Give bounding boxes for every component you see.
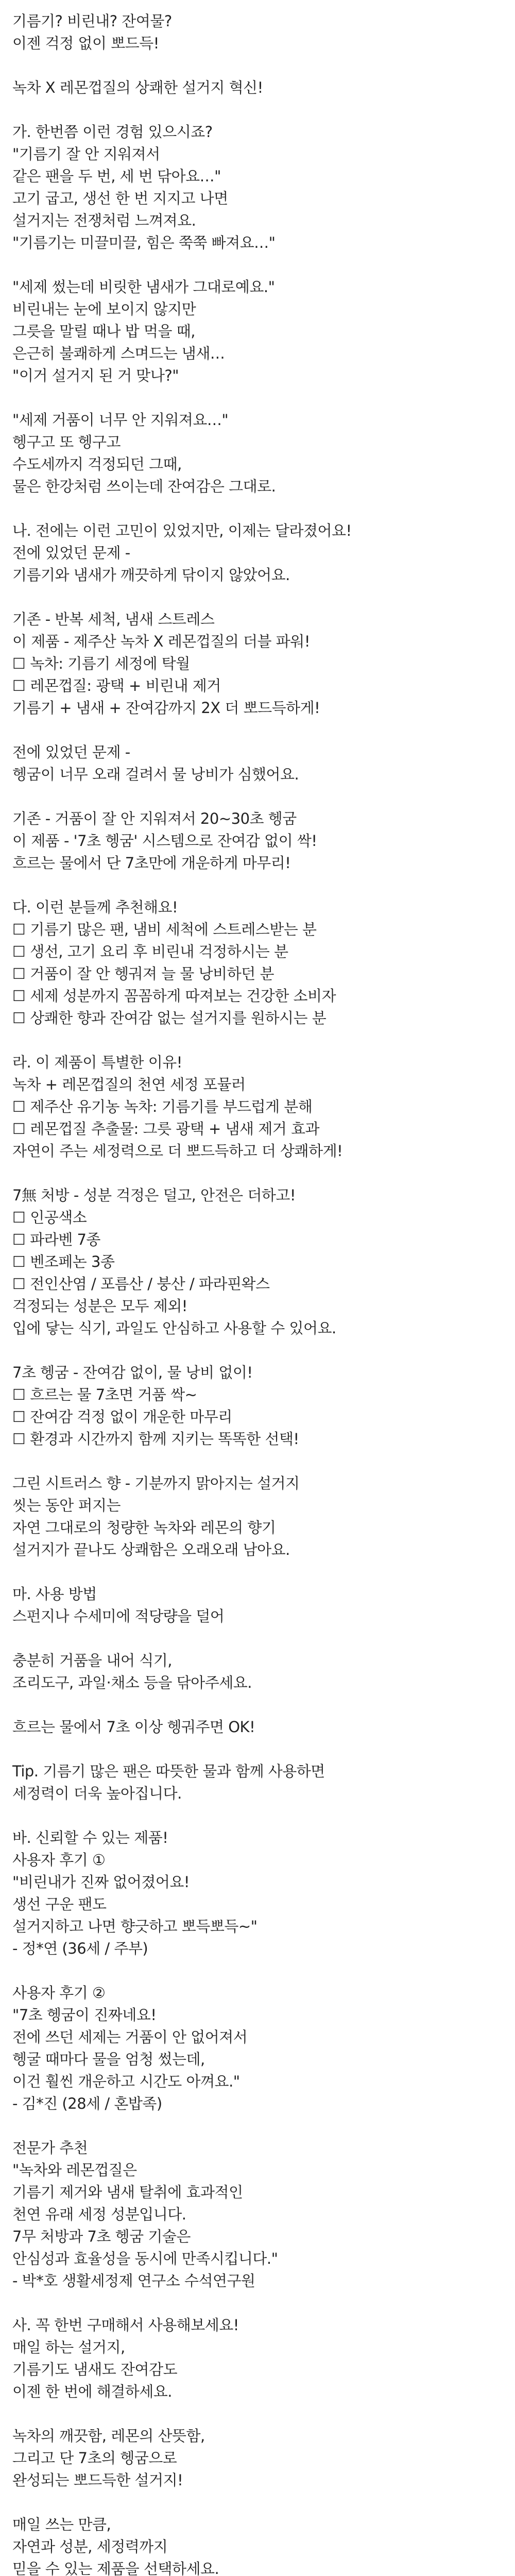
- text-line: 마. 사용 방법: [12, 1585, 97, 1603]
- text-line: 설거지는 전쟁처럼 느껴져요.: [12, 212, 196, 229]
- text-line: ☐ 거품이 잘 안 헹궈져 늘 물 낭비하던 분: [12, 965, 274, 982]
- text-line: 사용자 후기 ②: [12, 1984, 106, 2002]
- paragraph: [12, 896, 503, 1029]
- paragraph: [12, 1982, 503, 2115]
- text-line: 비린내는 눈에 보이지 않지만: [12, 300, 196, 318]
- text-line: 스펀지나 수세미에 적당량을 덜어: [12, 1607, 225, 1625]
- text-line: - 정*연 (36세 / 주부): [12, 1940, 148, 1957]
- text-line: 충분히 거품을 내어 식기,: [12, 1652, 173, 1669]
- text-line: 나. 전에는 이런 고민이 있었지만, 이제는 달라졌어요!: [12, 522, 352, 539]
- text-line: 헹굴 때마다 물을 엄청 썼는데,: [12, 2050, 205, 2068]
- text-line: ☐ 벤조페논 3종: [12, 1253, 115, 1270]
- text-line: 조리도구, 과일·채소 등을 닦아주세요.: [12, 1674, 252, 1691]
- text-line: 라. 이 제품이 특별한 이유!: [12, 1054, 182, 1071]
- text-line: 고기 굽고, 생선 한 번 지지고 나면: [12, 190, 228, 207]
- paragraph: [12, 608, 503, 719]
- text-line: 가. 한번쯤 이런 경험 있으시죠?: [12, 123, 213, 141]
- text-line: 완성되는 뽀드득한 설거지!: [12, 2471, 183, 2489]
- text-line: 설거지가 끝나도 상쾌함은 오래오래 남아요.: [12, 1541, 290, 1558]
- text-line: ☐ 생선, 고기 요리 후 비린내 걱정하시는 분: [12, 943, 288, 960]
- paragraph: [12, 1052, 503, 1162]
- text-line: 은근히 불쾌하게 스며드는 냄새…: [12, 345, 225, 362]
- paragraph: [12, 2514, 503, 2576]
- text-line: 이젠 걱정 없이 뽀드득!: [12, 35, 159, 52]
- text-line: 매일 쓰는 만큼,: [12, 2516, 111, 2533]
- text-line: ☐ 세제 성분까지 꼼꼼하게 따져보는 건강한 소비자: [12, 987, 336, 1005]
- text-line: 이젠 한 번에 해결하세요.: [12, 2383, 173, 2400]
- text-line: ☐ 상쾌한 향과 잔여감 없는 설거지를 원하시는 분: [12, 1009, 327, 1027]
- text-line: "7초 헹굼이 진짜네요!: [12, 2006, 157, 2024]
- text-line: 기존 - 거품이 잘 안 지워져서 20~30초 헹굼: [12, 810, 297, 827]
- text-line: 헹굼이 너무 오래 걸려서 물 낭비가 심했어요.: [12, 766, 299, 783]
- text-line: ☐ 제주산 유기농 녹차: 기름기를 부드럽게 분해: [12, 1098, 313, 1115]
- text-line: 이 제품 - '7초 헹굼' 시스템으로 잔여감 없이 싹!: [12, 832, 317, 850]
- text-line: 기름기 + 냄새 + 잔여감까지 2X 더 뽀드득하게!: [12, 699, 320, 717]
- paragraph: [12, 1184, 503, 1340]
- text-line: ☐ 파라벤 7종: [12, 1231, 100, 1248]
- text-line: 자연과 성분, 세정력까지: [12, 2538, 168, 2555]
- text-line: 전에 있었던 문제 -: [12, 743, 130, 761]
- text-line: 기름기 제거와 냄새 탈취에 효과적인: [12, 2183, 243, 2201]
- paragraph: [12, 2425, 503, 2492]
- paragraph: [12, 1716, 503, 1738]
- text-line: ☐ 기름기 많은 팬, 냄비 세척에 스트레스받는 분: [12, 921, 317, 938]
- text-line: ☐ 흐르는 물 7초면 거품 싹~: [12, 1386, 197, 1403]
- text-line: "이거 설거지 된 거 맞나?": [12, 367, 179, 384]
- paragraph: [12, 1472, 503, 1561]
- text-line: 녹차의 깨끗함, 레몬의 산뜻함,: [12, 2427, 205, 2445]
- text-line: 그릇을 말릴 때나 밥 먹을 때,: [12, 323, 195, 340]
- text-line: 바. 신뢰할 수 있는 제품!: [12, 1829, 168, 1846]
- text-line: - 김*진 (28세 / 혼밥족): [12, 2095, 162, 2112]
- text-line: 기름기도 냄새도 잔여감도: [12, 2361, 178, 2378]
- text-line: 걱정되는 성분은 모두 제외!: [12, 1297, 187, 1315]
- text-line: 씻는 동안 퍼지는: [12, 1497, 121, 1514]
- paragraph: [12, 121, 503, 254]
- text-line: 생선 구운 팬도: [12, 1895, 107, 1913]
- text-line: "기름기는 미끌미끌, 힘은 쭉쭉 빠져요…": [12, 234, 276, 251]
- text-line: 세정력이 더욱 높아집니다.: [12, 1785, 182, 1802]
- text-line: 다. 이런 분들께 추천해요!: [12, 899, 178, 916]
- text-line: ☐ 잔여감 걱정 없이 개운한 마무리: [12, 1408, 232, 1426]
- text-line: Tip. 기름기 많은 팬은 따뜻한 물과 함께 사용하면: [12, 1762, 325, 1780]
- paragraph: [12, 1583, 503, 1628]
- text-line: 그린 시트러스 향 - 기분까지 맑아지는 설거지: [12, 1475, 300, 1492]
- paragraph: [12, 2314, 503, 2403]
- text-line: 수도세까지 걱정되던 그때,: [12, 455, 182, 473]
- text-line: 매일 하는 설거지,: [12, 2338, 125, 2356]
- text-line: 전에 쓰던 세제는 거품이 안 없어져서: [12, 2028, 248, 2046]
- text-line: 설거지하고 나면 향긋하고 뽀득뽀득~": [12, 1918, 258, 1935]
- text-line: ☐ 녹차: 기름기 세정에 탁월: [12, 655, 190, 672]
- text-line: 7無 처방 - 성분 걱정은 덜고, 안전은 더하고!: [12, 1187, 296, 1204]
- text-line: 전에 있었던 문제 -: [12, 544, 130, 562]
- text-line: 천연 유래 세정 성분입니다.: [12, 2206, 186, 2223]
- text-line: 흐르는 물에서 7초 이상 헹궈주면 OK!: [12, 1718, 255, 1736]
- paragraph: [12, 77, 503, 99]
- paragraph: [12, 1362, 503, 1450]
- text-line: 같은 팬을 두 번, 세 번 닦아요…": [12, 167, 221, 185]
- text-line: 사용자 후기 ①: [12, 1851, 106, 1869]
- text-line: 헹구고 또 헹구고: [12, 433, 121, 451]
- text-line: 안심성과 효율성을 동시에 만족시킵니다.": [12, 2250, 278, 2267]
- text-line: 이 제품 - 제주산 녹차 X 레몬껍질의 더블 파워!: [12, 633, 310, 650]
- text-line: ☐ 레몬껍질 추출물: 그릇 광택 + 냄새 제거 효과: [12, 1120, 320, 1138]
- text-line: 기존 - 반복 세척, 냄새 스트레스: [12, 611, 215, 628]
- text-line: 입에 닿는 식기, 과일도 안심하고 사용할 수 있어요.: [12, 1319, 336, 1337]
- text-line: 그리고 단 7초의 헹굼으로: [12, 2449, 177, 2467]
- text-line: 자연이 주는 세정력으로 더 뽀드득하고 더 상쾌하게!: [12, 1142, 343, 1160]
- text-line: ☐ 인공색소: [12, 1209, 87, 1226]
- text-line: 이건 훨씬 개운하고 시간도 아껴요.": [12, 2073, 240, 2090]
- text-line: 7무 처방과 7초 헹굼 기술은: [12, 2228, 191, 2245]
- text-line: - 박*호 생활세정제 연구소 수석연구원: [12, 2272, 255, 2290]
- paragraph: [12, 1650, 503, 1694]
- text-line: ☐ 전인산염 / 포름산 / 붕산 / 파라핀왁스: [12, 1275, 270, 1293]
- paragraph: [12, 10, 503, 55]
- text-line: 녹차 X 레몬껍질의 상쾌한 설거지 혁신!: [12, 79, 263, 96]
- paragraph: [12, 2137, 503, 2292]
- text-line: 전문가 추천: [12, 2139, 88, 2157]
- text-line: 기름기? 비린내? 잔여물?: [12, 12, 172, 30]
- text-line: "기름기 잘 안 지워져서: [12, 145, 160, 163]
- paragraph: [12, 808, 503, 874]
- paragraph: [12, 741, 503, 786]
- text-line: 사. 꼭 한번 구매해서 사용해보세요!: [12, 2316, 239, 2334]
- paragraph: [12, 276, 503, 387]
- text-line: 흐르는 물에서 단 7초만에 개운하게 마무리!: [12, 854, 291, 872]
- paragraph: [12, 1827, 503, 1960]
- text-line: 녹차 + 레몬껍질의 천연 세정 포뮬러: [12, 1076, 246, 1093]
- text-line: 기름기와 냄새가 깨끗하게 닦이지 않았어요.: [12, 566, 290, 584]
- text-line: ☐ 환경과 시간까지 함께 지키는 똑똑한 선택!: [12, 1430, 299, 1448]
- text-line: 믿을 수 있는 제품을 선택하세요.: [12, 2560, 219, 2576]
- text-line: "세제 썼는데 비릿한 냄새가 그대로예요.": [12, 278, 275, 296]
- text-line: "세제 거품이 너무 안 지워져요…": [12, 411, 229, 429]
- paragraph: [12, 520, 503, 586]
- text-line: 물은 한강처럼 쓰이는데 잔여감은 그대로.: [12, 478, 276, 495]
- text-line: 자연 그대로의 청량한 녹차와 레몬의 향기: [12, 1519, 276, 1536]
- text-line: 7초 헹굼 - 잔여감 없이, 물 낭비 없이!: [12, 1364, 253, 1381]
- paragraph: [12, 409, 503, 498]
- text-line: "녹차와 레몬껍질은: [12, 2161, 137, 2179]
- text-line: "비린내가 진짜 없어졌어요!: [12, 1873, 190, 1891]
- paragraph: [12, 1760, 503, 1805]
- text-line: ☐ 레몬껍질: 광택 + 비린내 제거: [12, 677, 221, 694]
